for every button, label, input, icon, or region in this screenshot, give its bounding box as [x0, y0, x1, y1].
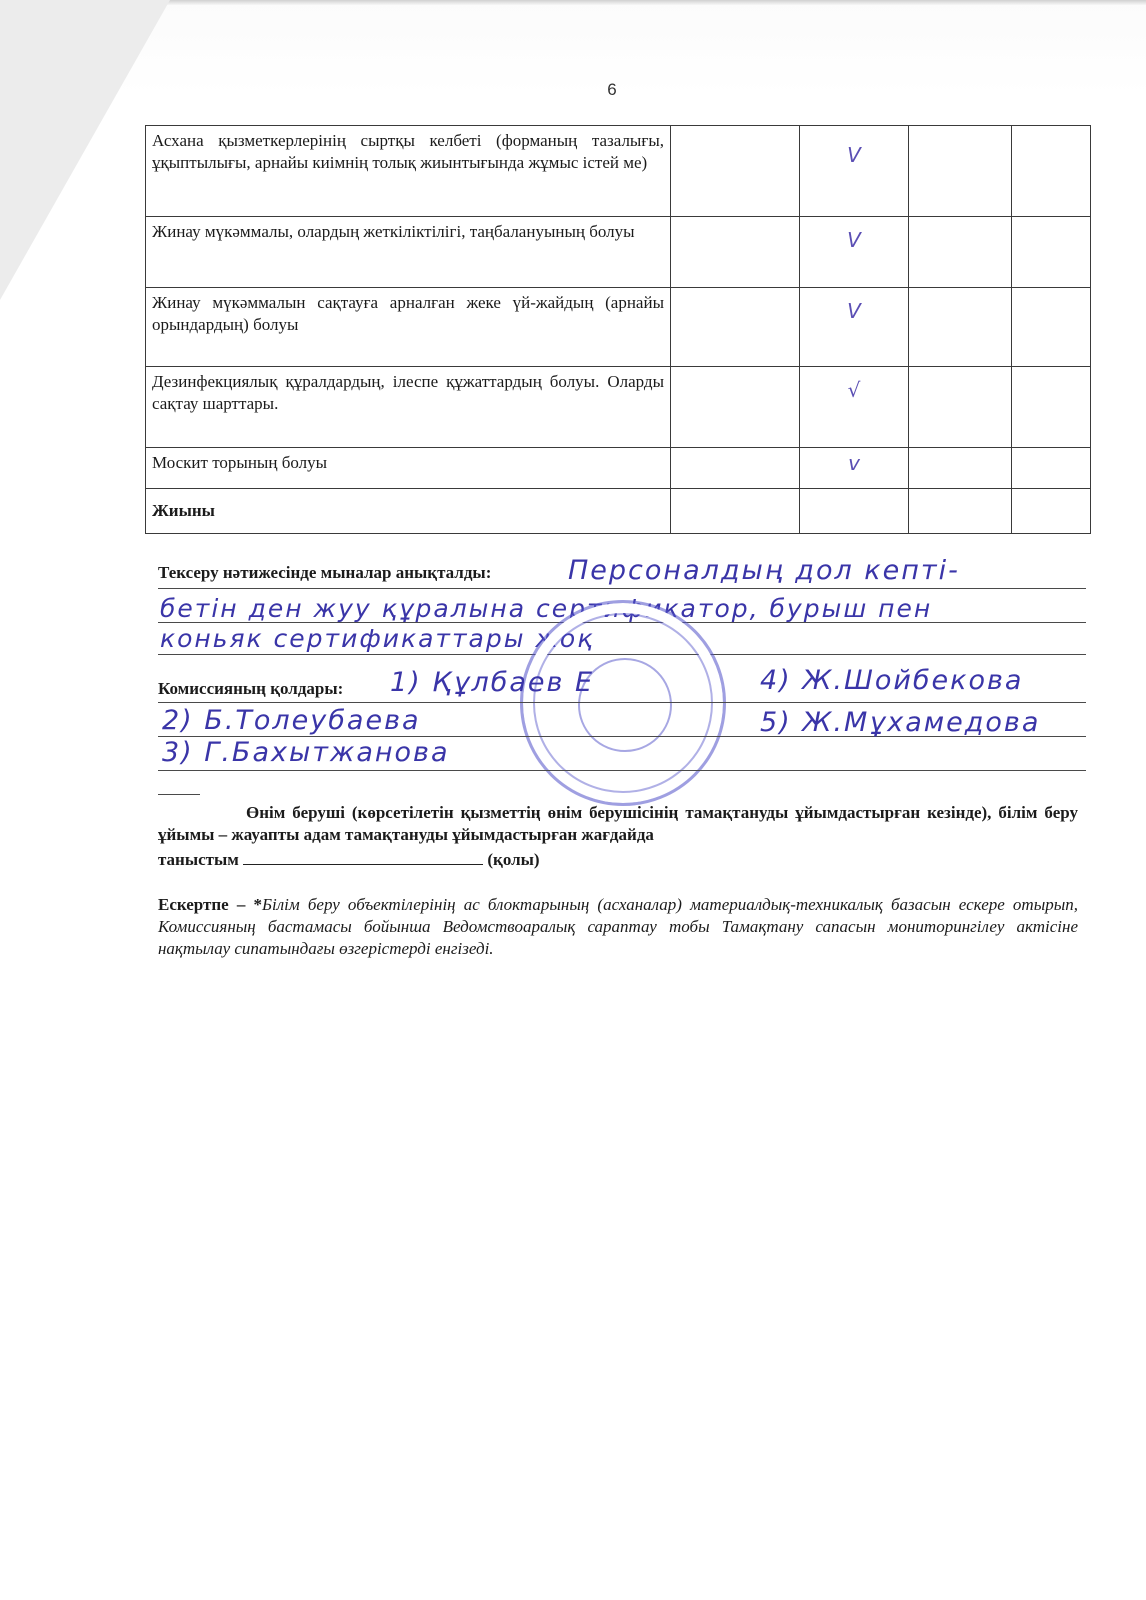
empty-cell: [1012, 448, 1091, 489]
signature-2: 2) Б.Толеубаева: [162, 705, 421, 736]
criterion-cell: Асхана қызметкерлерінің сыртқы келбеті (форманың тазалығы, ұқыптылығы, арнайы киімнің толық жиынтығында жұмыс істей ме): [146, 126, 671, 217]
note-label: Ескертпе – *: [158, 895, 262, 914]
producer-paragraph: Өнім беруші (көрсетілетін қызметтің өнім берушісінің тамақтануды ұйымдастырған кезінде), білім беру ұйымы – жауапты адам тамақтануды ұйымдастырған жағдайда: [158, 803, 1078, 844]
signature-blank: [243, 848, 483, 865]
checkmark: V: [847, 143, 861, 167]
criterion-cell: Жинау мүкәммалын сақтауға арналған жеке үй-жайдың (арнайы орындардың) болуы: [146, 288, 671, 367]
handwritten-findings-3: коньяк сертификаттары жоқ: [160, 624, 595, 653]
mark-cell: [800, 288, 909, 367]
criterion-cell: Дезинфекциялық құралдардың, ілеспе құжаттардың болуы. Оларды сақтау шарттары.: [146, 367, 671, 448]
empty-cell: [909, 217, 1012, 288]
table-row: [146, 288, 1091, 367]
empty-cell: [671, 126, 800, 217]
empty-cell: [1012, 367, 1091, 448]
commission-label: Комиссияның қолдары:: [158, 678, 347, 700]
signature-3: 3) Г.Бахытжанова: [162, 737, 450, 768]
empty-cell: [1012, 288, 1091, 367]
signature-4: 4) Ж.Шойбекова: [760, 665, 1024, 696]
checkmark: V: [847, 299, 861, 323]
table-row: [146, 126, 1091, 217]
empty-cell: [800, 489, 909, 534]
empty-cell: [1012, 126, 1091, 217]
empty-cell: [909, 288, 1012, 367]
note-paragraph: [158, 894, 1078, 960]
mark-cell: [800, 367, 909, 448]
empty-cell: [1012, 217, 1091, 288]
empty-cell: [909, 126, 1012, 217]
table-row: [146, 217, 1091, 288]
checkmark: v: [848, 451, 860, 475]
handwritten-findings-2: бетін ден жуу құралына сертификатор, бурыш пен: [160, 594, 933, 623]
acquainted-line: [158, 848, 1078, 871]
empty-cell: [671, 288, 800, 367]
empty-cell: [1012, 489, 1091, 534]
handwritten-findings-1: Персоналдың дол кепті-: [568, 555, 960, 586]
acquainted-label: таныстым: [158, 850, 239, 869]
checkmark: V: [847, 228, 861, 252]
mark-cell: [800, 448, 909, 489]
page-number: 6: [607, 80, 617, 99]
total-label: Жиыны: [146, 489, 671, 534]
scan-top-edge: [0, 0, 1146, 6]
official-stamp: [520, 600, 726, 806]
checkmark: √: [847, 378, 861, 402]
empty-cell: [909, 489, 1012, 534]
table-row-total: [146, 489, 1091, 534]
mark-cell: [800, 217, 909, 288]
empty-cell: [671, 367, 800, 448]
empty-cell: [671, 448, 800, 489]
note-text: Білім беру объектілерінің ас блоктарының (асханалар) материалдық-техникалық базасын ескере отырып, Комиссияның бастамасы бойынша Ведомствоаралық сараптау тобы Тамақтану сапасын мониторингілеу актісіне нақтылау сипатындағы өзгерістерді енгізеді.: [158, 895, 1078, 958]
findings-label: Тексеру нәтижесінде мыналар анықталды:: [158, 562, 495, 584]
criterion-cell: Москит торының болуы: [146, 448, 671, 489]
empty-cell: [671, 489, 800, 534]
criterion-cell: Жинау мүкәммалы, олардың жеткіліктілігі, таңбалануының болуы: [146, 217, 671, 288]
signature-1: 1) Құлбаев Е: [390, 667, 595, 698]
empty-cell: [909, 448, 1012, 489]
signature-label: (қолы): [487, 850, 540, 869]
checklist-table: [145, 125, 1091, 534]
empty-cell: [671, 217, 800, 288]
table-row: [146, 367, 1091, 448]
table-row: [146, 448, 1091, 489]
signature-line: [158, 772, 200, 795]
empty-cell: [909, 367, 1012, 448]
signature-5: 5) Ж.Мұхамедова: [760, 707, 1041, 738]
mark-cell: [800, 126, 909, 217]
